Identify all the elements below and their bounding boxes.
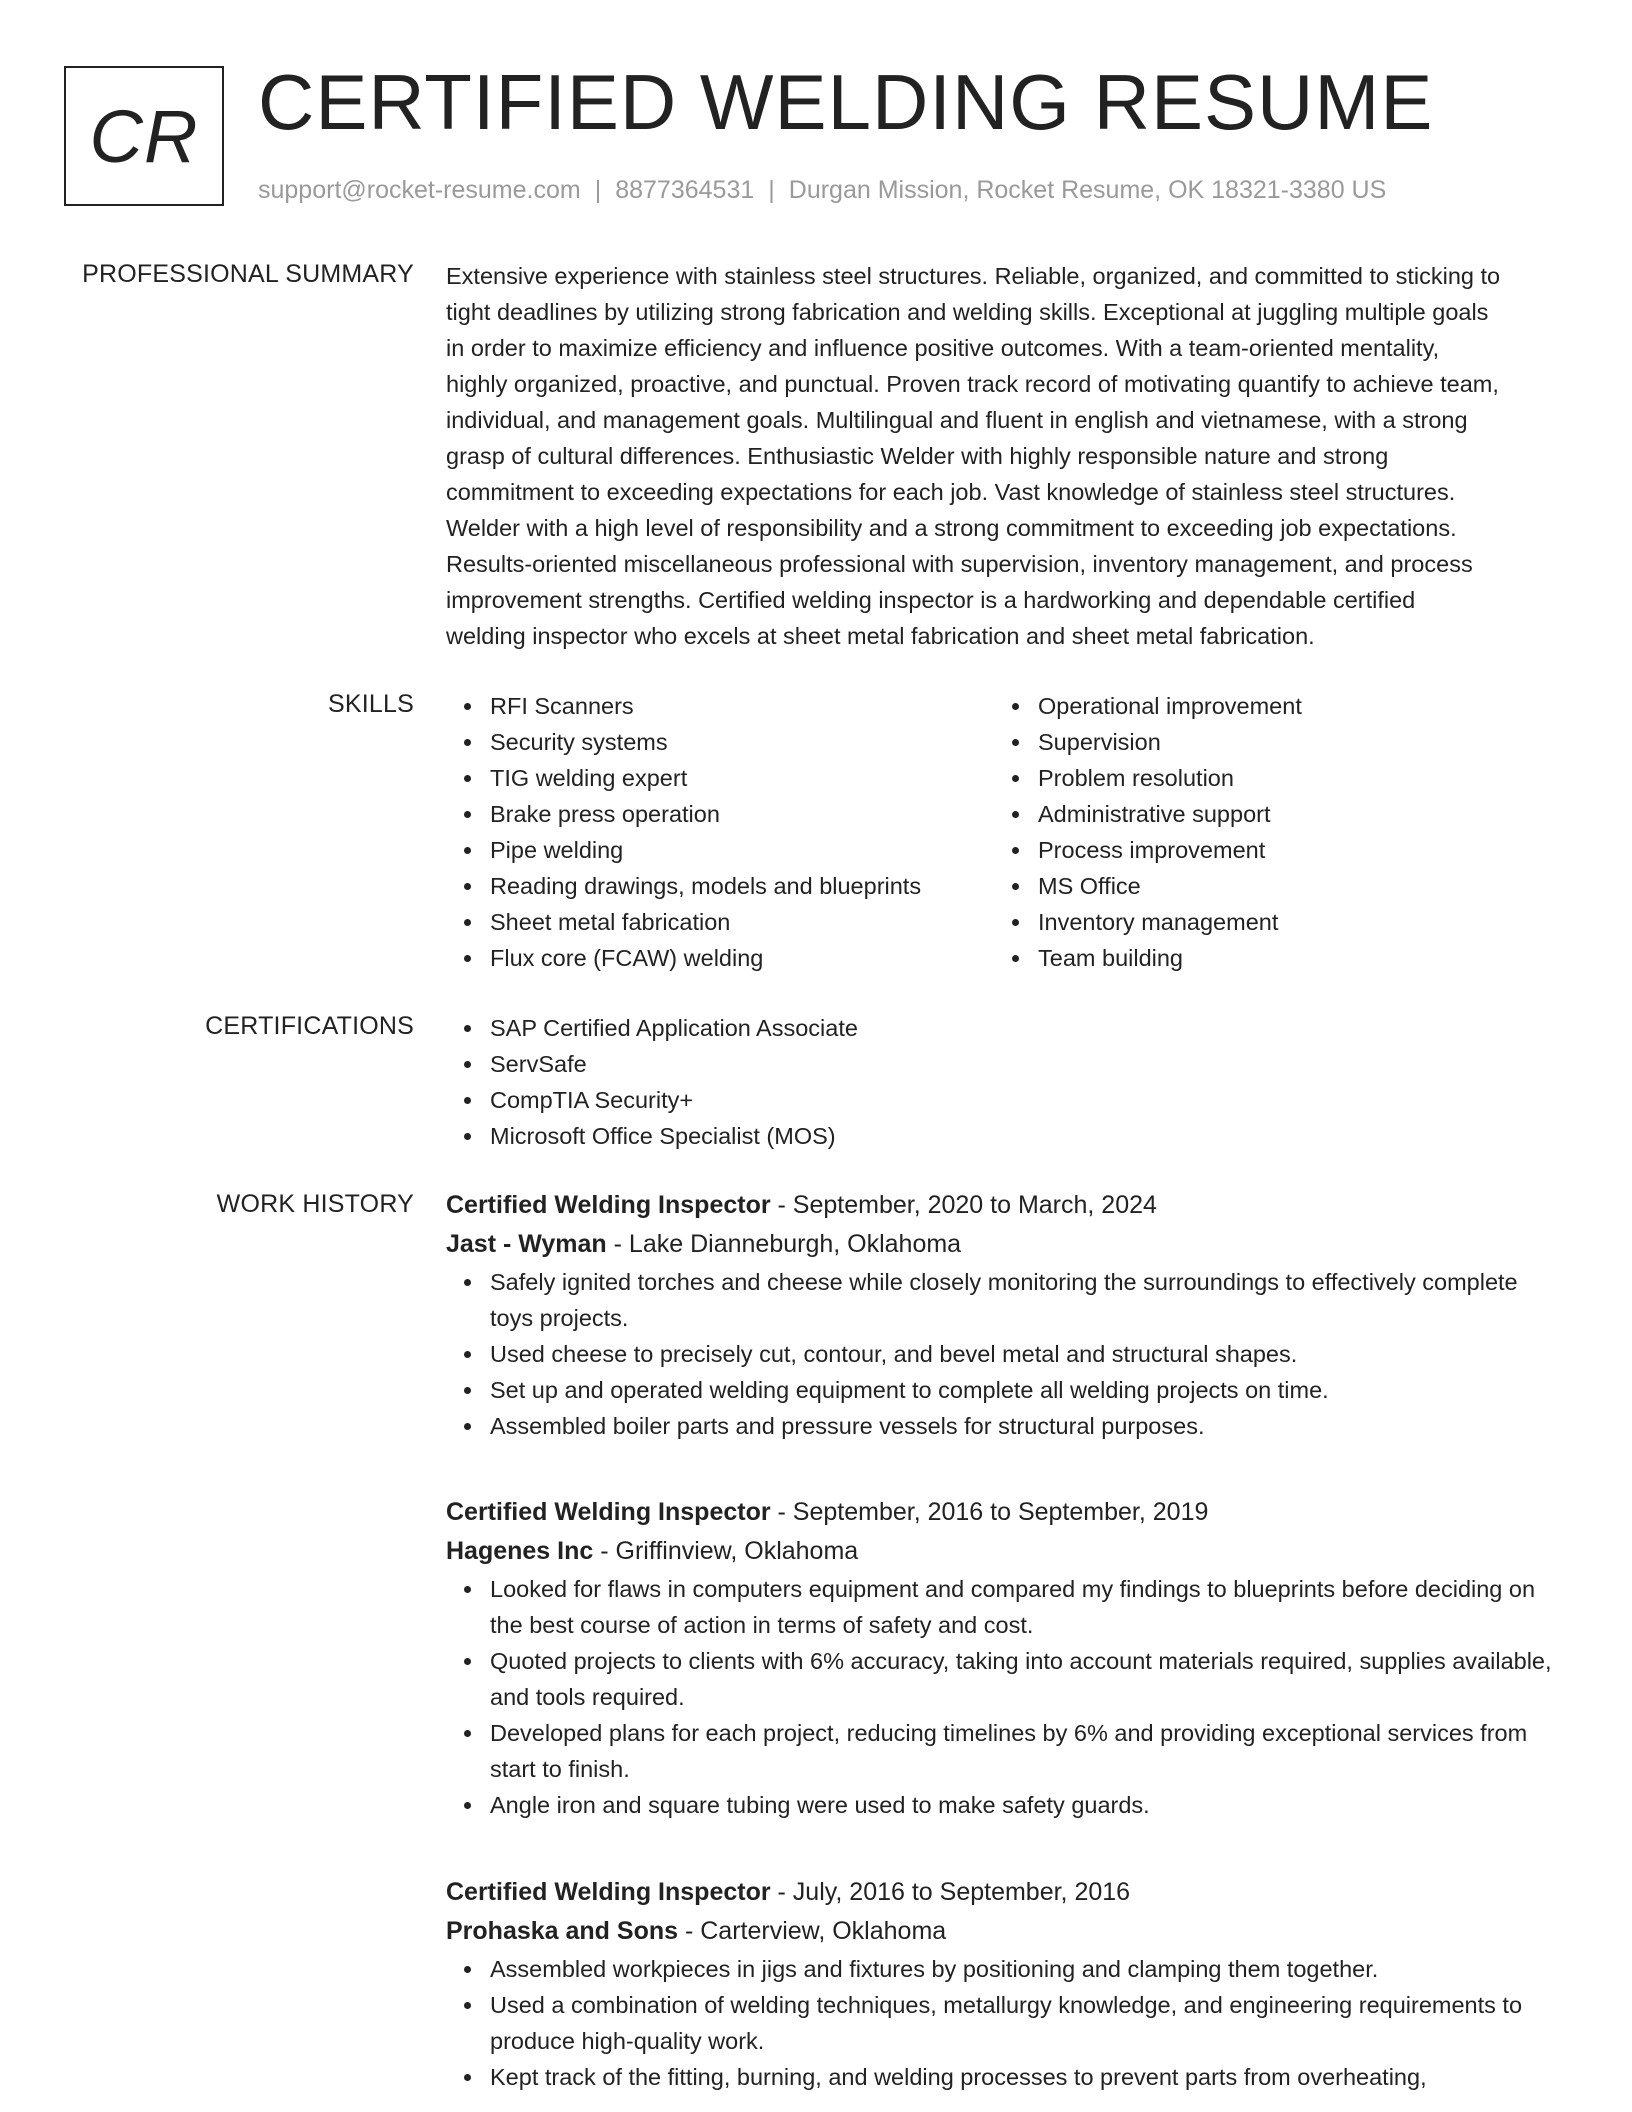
contact-address: Durgan Mission, Rocket Resume, OK 18321-3380 US bbox=[788, 176, 1387, 204]
contact-separator: | bbox=[594, 176, 602, 204]
job-company: Prohaska and Sons bbox=[446, 1917, 679, 1945]
job-duty-item: Safely ignited torches and cheese while closely monitoring the surroundings to effectively complete toys projects. bbox=[446, 1264, 1562, 1336]
monogram-logo: CR bbox=[64, 66, 224, 206]
summary-line: commitment to exceeding expectations for each job. Vast knowledge of stainless steel structures. bbox=[446, 479, 1456, 505]
skill-item: Team building bbox=[994, 940, 1542, 976]
job-duty-item: Set up and operated welding equipment to complete all welding projects on time. bbox=[446, 1372, 1562, 1408]
summary-line: welding inspector who excels at sheet metal fabrication and sheet metal fabrication. bbox=[446, 623, 1315, 649]
job-company-line bbox=[446, 1912, 1562, 1951]
skill-item: TIG welding expert bbox=[446, 760, 994, 796]
section-label-certifications: CERTIFICATIONS bbox=[205, 1012, 414, 1040]
summary-line: Welder with a high level of responsibility and a strong commitment to exceeding job expectations. bbox=[446, 515, 1457, 541]
job-duty-item: Assembled workpieces in jigs and fixtures by positioning and clamping them together. bbox=[446, 1951, 1562, 1987]
skill-item: Brake press operation bbox=[446, 796, 994, 832]
job-duty-item: Used cheese to precisely cut, contour, and bevel metal and structural shapes. bbox=[446, 1336, 1562, 1372]
summary-line: improvement strengths. Certified welding inspector is a hardworking and dependable certified bbox=[446, 587, 1416, 613]
job-location: - Lake Dianneburgh, Oklahoma bbox=[606, 1230, 962, 1258]
job-duties bbox=[446, 1264, 1562, 1444]
job-company-line bbox=[446, 1225, 1562, 1264]
job-duty-item: Assembled boiler parts and pressure vessels for structural purposes. bbox=[446, 1408, 1562, 1444]
contact-separator: | bbox=[768, 176, 775, 204]
skill-item: Sheet metal fabrication bbox=[446, 904, 994, 940]
job-title: Certified Welding Inspector bbox=[446, 1878, 771, 1906]
certification-item: ServSafe bbox=[446, 1046, 1562, 1082]
skill-item: Administrative support bbox=[994, 796, 1542, 832]
job-duty-item: Developed plans for each project, reducing timelines by 6% and providing exceptional services from start to finish. bbox=[446, 1715, 1562, 1787]
certification-item: CompTIA Security+ bbox=[446, 1082, 1562, 1118]
contact-line bbox=[258, 174, 1386, 206]
summary-line: in order to maximize efficiency and influence positive outcomes. With a team-oriented mentality, bbox=[446, 335, 1440, 361]
certification-item: SAP Certified Application Associate bbox=[446, 1010, 1562, 1046]
job-duty-item: Kept track of the fitting, burning, and welding processes to prevent parts from overheating, bbox=[446, 2059, 1562, 2095]
skill-item: RFI Scanners bbox=[446, 688, 994, 724]
job-duty-item: Angle iron and square tubing were used to make safety guards. bbox=[446, 1787, 1562, 1823]
section-label-skills: SKILLS bbox=[328, 690, 414, 718]
job-dates: - July, 2016 to September, 2016 bbox=[770, 1878, 1131, 1906]
job-location: - Griffinview, Oklahoma bbox=[593, 1537, 859, 1565]
skill-item: Reading drawings, models and blueprints bbox=[446, 868, 994, 904]
certifications-list bbox=[446, 1010, 1562, 1154]
contact-email[interactable]: support@rocket-resume.com bbox=[258, 176, 581, 204]
job-company-line bbox=[446, 1532, 1562, 1571]
skill-item: Security systems bbox=[446, 724, 994, 760]
job-company: Jast - Wyman bbox=[446, 1230, 607, 1258]
section-label-work-history: WORK HISTORY bbox=[216, 1190, 414, 1218]
section-label-summary: PROFESSIONAL SUMMARY bbox=[82, 260, 414, 288]
certification-item: Microsoft Office Specialist (MOS) bbox=[446, 1118, 1562, 1154]
job-dates: - September, 2020 to March, 2024 bbox=[770, 1191, 1157, 1219]
skill-item: Pipe welding bbox=[446, 832, 994, 868]
job-title: Certified Welding Inspector bbox=[446, 1498, 771, 1526]
skill-item: Flux core (FCAW) welding bbox=[446, 940, 994, 976]
skill-item: Process improvement bbox=[994, 832, 1542, 868]
summary-line: tight deadlines by utilizing strong fabrication and welding skills. Exceptional at juggling multiple goals bbox=[446, 299, 1489, 325]
job-location: - Carterview, Oklahoma bbox=[678, 1917, 947, 1945]
skills-list bbox=[446, 688, 1562, 976]
job-title-line bbox=[446, 1186, 1562, 1225]
job-duty-item: Used a combination of welding techniques, metallurgy knowledge, and engineering requirements to produce high-quality work. bbox=[446, 1987, 1562, 2059]
skill-item: MS Office bbox=[994, 868, 1542, 904]
job-duties bbox=[446, 1571, 1562, 1823]
job-dates: - September, 2016 to September, 2019 bbox=[770, 1498, 1209, 1526]
job-title-line bbox=[446, 1873, 1562, 1912]
skill-item: Problem resolution bbox=[994, 760, 1542, 796]
skill-item: Supervision bbox=[994, 724, 1542, 760]
job-title-line bbox=[446, 1493, 1562, 1532]
summary-line: individual, and management goals. Multilingual and fluent in english and vietnamese, with a strong bbox=[446, 407, 1468, 433]
resume-title: CERTIFIED WELDING RESUME bbox=[258, 58, 1434, 146]
summary-text bbox=[446, 258, 1562, 654]
skills-column-right bbox=[994, 688, 1542, 976]
job-duties bbox=[446, 1951, 1562, 2095]
summary-line: Extensive experience with stainless steel structures. Reliable, organized, and committed to sticking to bbox=[446, 263, 1501, 289]
job-company: Hagenes Inc bbox=[446, 1537, 594, 1565]
skill-item: Inventory management bbox=[994, 904, 1542, 940]
job-duty-item: Quoted projects to clients with 6% accuracy, taking into account materials required, supplies available, and tools required. bbox=[446, 1643, 1562, 1715]
skills-column-left bbox=[446, 688, 994, 976]
summary-line: grasp of cultural differences. Enthusiastic Welder with highly responsible nature and strong bbox=[446, 443, 1389, 469]
summary-line: highly organized, proactive, and punctual. Proven track record of motivating quantify to achieve team, bbox=[446, 371, 1499, 397]
job-duty-item: Looked for flaws in computers equipment and compared my findings to blueprints before deciding on the best course of action in terms of safety and cost. bbox=[446, 1571, 1562, 1643]
skill-item: Operational improvement bbox=[994, 688, 1542, 724]
summary-line: Results-oriented miscellaneous professional with supervision, inventory management, and process bbox=[446, 551, 1473, 577]
contact-phone[interactable]: 8877364531 bbox=[615, 176, 755, 204]
job-title: Certified Welding Inspector bbox=[446, 1191, 771, 1219]
